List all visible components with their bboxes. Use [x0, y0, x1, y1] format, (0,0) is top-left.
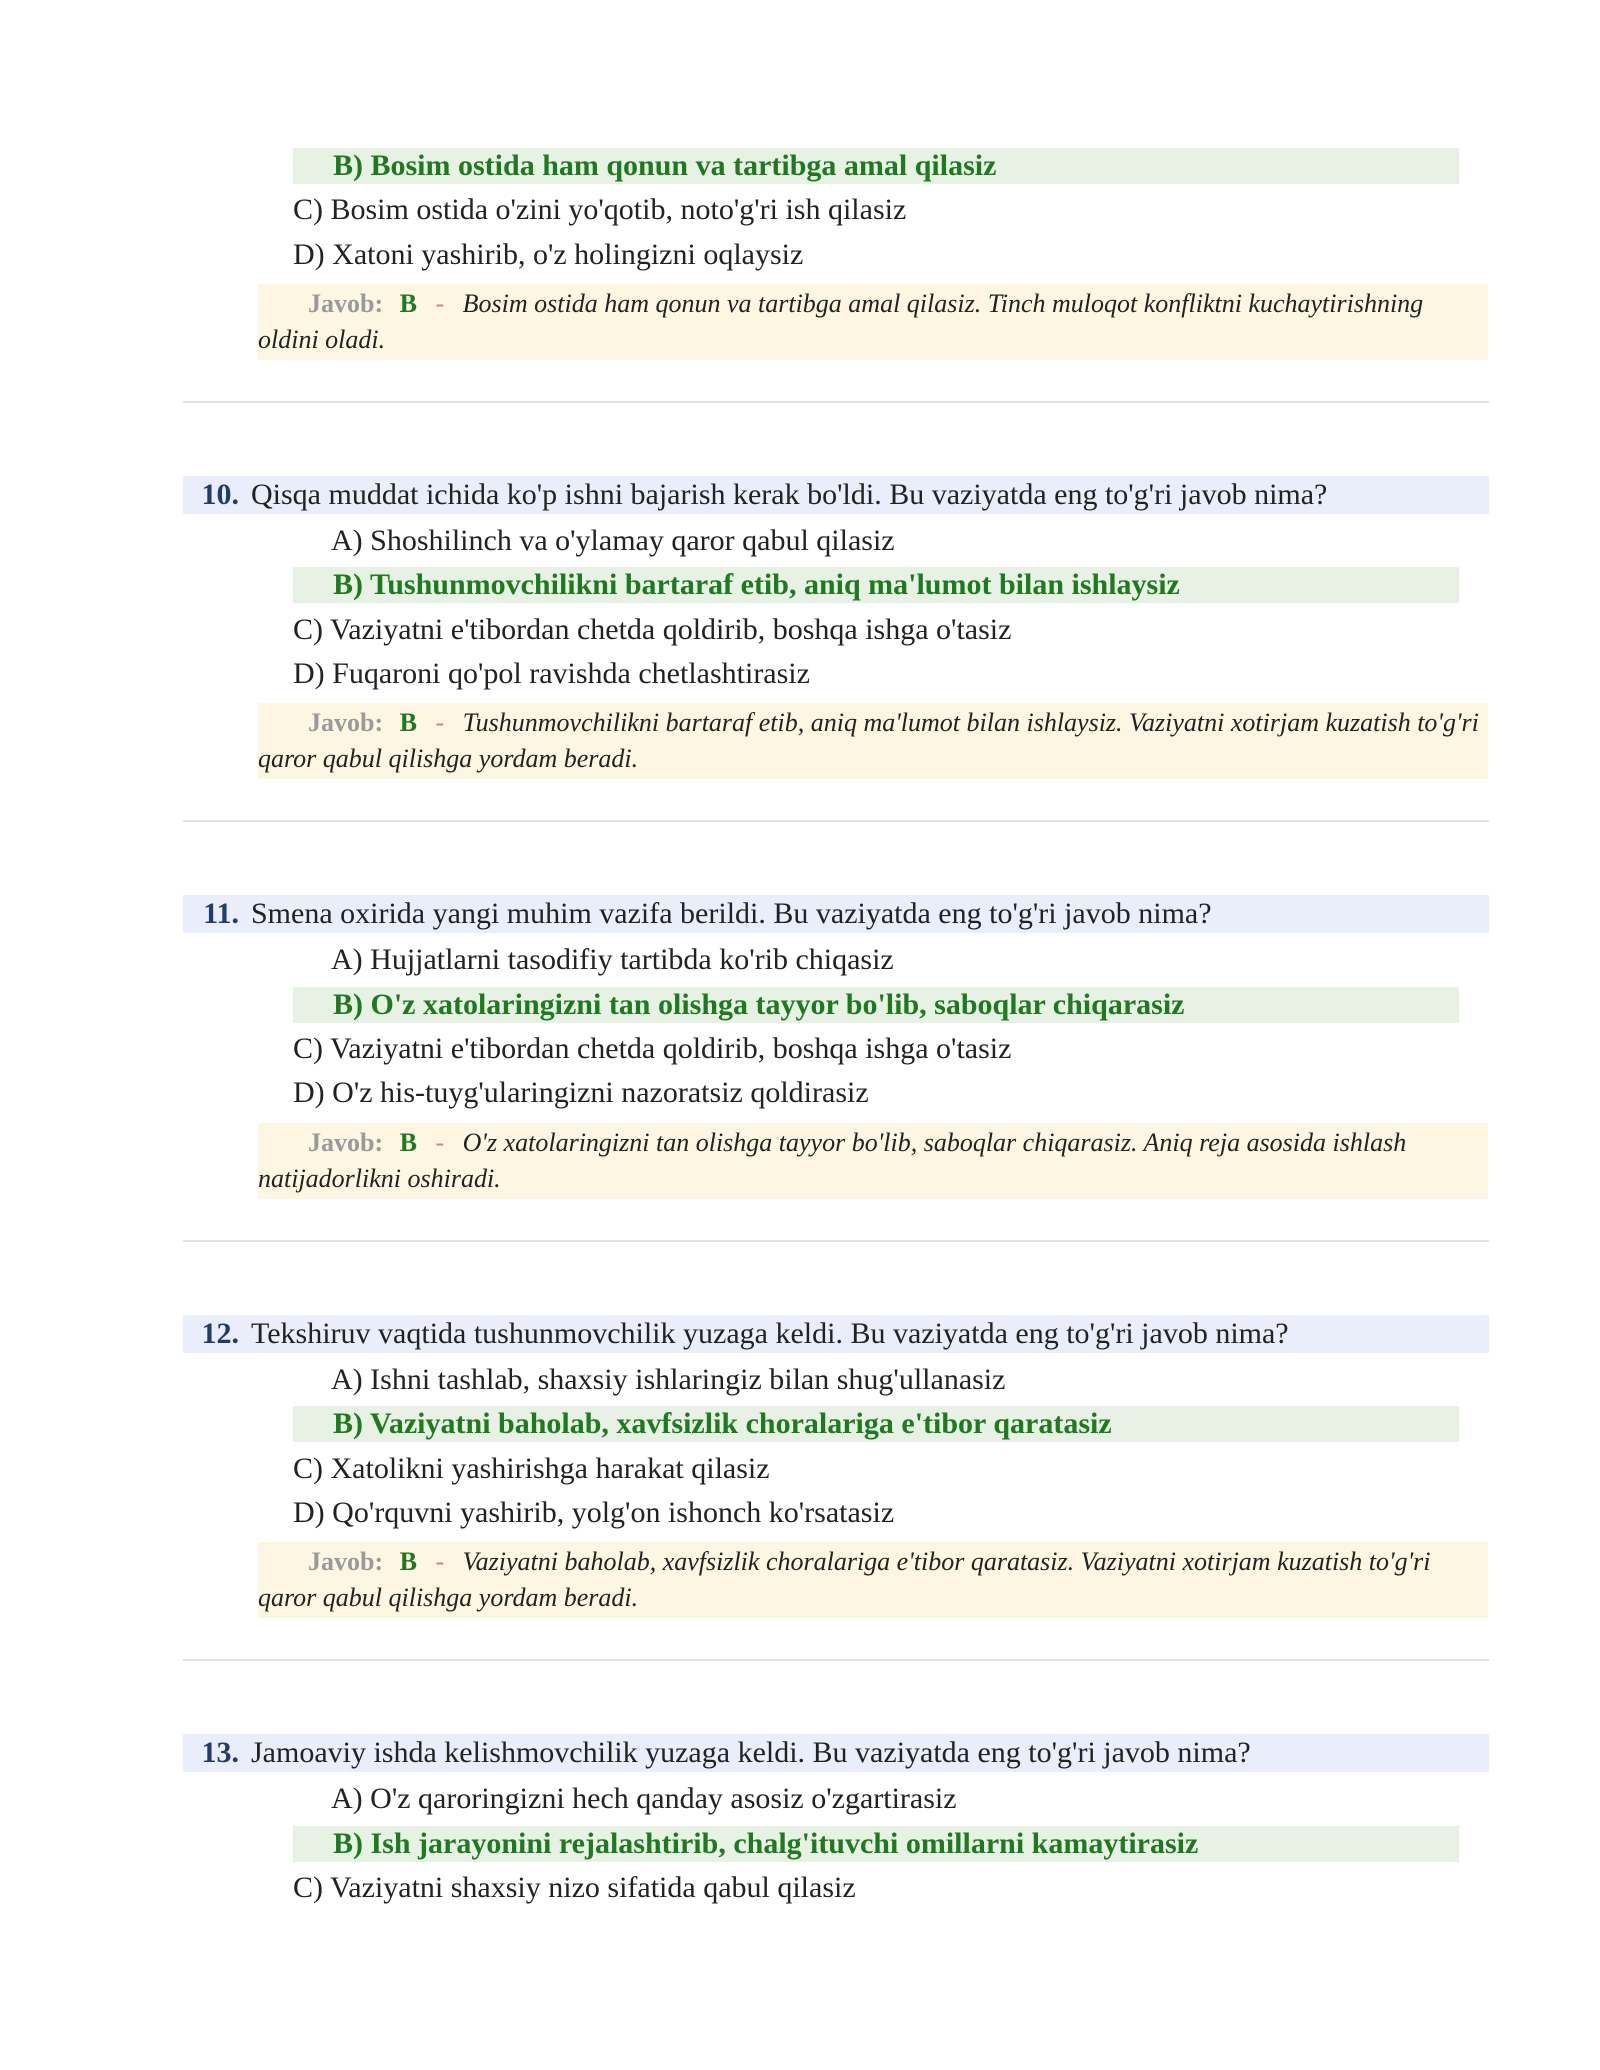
q10-option-a: A) Shoshilinch va o'ylamay qaror qabul qilasiz	[331, 524, 895, 557]
q10-answer-box	[258, 703, 1488, 779]
answer-dash: -	[435, 289, 445, 318]
answer-letter: B	[399, 289, 417, 318]
q13-option-c: C) Vaziyatni shaxsiy nizo sifatida qabul qilasiz	[293, 1871, 856, 1904]
answer-explanation: Vaziyatni baholab, xavfsizlik choralariga e'tibor qaratasiz. Vaziyatni xotirjam kuzatish to'g'ri qaror qabul qilishga yordam beradi.	[258, 1547, 1431, 1612]
question-12	[183, 1315, 1489, 1353]
q11-option-d: D) O'z his-tuyg'ularingizni nazoratsiz qoldirasiz	[293, 1076, 869, 1109]
question-text: Smena oxirida yangi muhim vazifa berildi. Bu vaziyatda eng to'g'ri javob nima?	[251, 897, 1212, 930]
answer-explanation: Bosim ostida ham qonun va tartibga amal qilasiz. Tinch muloqot konfliktni kuchaytirishning oldini oladi.	[258, 289, 1424, 354]
divider	[183, 1659, 1489, 1661]
q11-answer-box	[258, 1123, 1488, 1199]
q12-option-c: C) Xatolikni yashirishga harakat qilasiz	[293, 1452, 770, 1485]
answer-dash: -	[435, 708, 445, 737]
q10-option-c: C) Vaziyatni e'tibordan chetda qoldirib, boshqa ishga o'tasiz	[293, 613, 1012, 646]
q10-option-b-correct: B) Tushunmovchilikni bartaraf etib, aniq ma'lumot bilan ishlaysiz	[293, 567, 1459, 603]
answer-explanation: O'z xatolaringizni tan olishga tayyor bo'lib, saboqlar chiqarasiz. Aniq reja asosida ishlash natijadorlikni oshiradi.	[258, 1128, 1407, 1193]
answer-dash: -	[435, 1128, 445, 1157]
question-number: 10.	[201, 478, 239, 511]
intro-answer-box	[258, 284, 1488, 360]
q11-option-b-correct: B) O'z xatolaringizni tan olishga tayyor bo'lib, saboqlar chiqarasiz	[293, 987, 1459, 1023]
answer-label: Javob:	[308, 1128, 384, 1157]
question-text: Jamoaviy ishda kelishmovchilik yuzaga keldi. Bu vaziyatda eng to'g'ri javob nima?	[251, 1736, 1251, 1769]
q12-option-a: A) Ishni tashlab, shaxsiy ishlaringiz bilan shug'ullanasiz	[331, 1363, 1006, 1396]
answer-dash: -	[435, 1547, 445, 1576]
question-10	[183, 476, 1489, 514]
q10-option-d: D) Fuqaroni qo'pol ravishda chetlashtirasiz	[293, 657, 810, 690]
q11-option-c: C) Vaziyatni e'tibordan chetda qoldirib, boshqa ishga o'tasiz	[293, 1032, 1012, 1065]
question-text: Tekshiruv vaqtida tushunmovchilik yuzaga keldi. Bu vaziyatda eng to'g'ri javob nima?	[251, 1317, 1289, 1350]
answer-letter: B	[399, 1547, 417, 1576]
q13-option-a: A) O'z qaroringizni hech qanday asosiz o'zgartirasiz	[331, 1782, 957, 1815]
question-13	[183, 1734, 1489, 1772]
answer-label: Javob:	[308, 289, 384, 318]
q12-option-d: D) Qo'rquvni yashirib, yolg'on ishonch ko'rsatasiz	[293, 1496, 895, 1529]
answer-letter: B	[399, 708, 417, 737]
intro-option-b-correct: B) Bosim ostida ham qonun va tartibga amal qilasiz	[293, 148, 1459, 184]
question-number: 12.	[201, 1317, 239, 1350]
answer-label: Javob:	[308, 1547, 384, 1576]
question-text: Qisqa muddat ichida ko'p ishni bajarish kerak bo'ldi. Bu vaziyatda eng to'g'ri javob nima?	[251, 478, 1328, 511]
question-number: 11.	[203, 897, 239, 930]
q13-option-b-correct: B) Ish jarayonini rejalashtirib, chalg'ituvchi omillarni kamaytirasiz	[293, 1826, 1459, 1862]
answer-label: Javob:	[308, 708, 384, 737]
divider	[183, 1240, 1489, 1242]
answer-explanation: Tushunmovchilikni bartaraf etib, aniq ma'lumot bilan ishlaysiz. Vaziyatni xotirjam kuzatish to'g'ri qaror qabul qilishga yordam beradi.	[258, 708, 1479, 773]
q11-option-a: A) Hujjatlarni tasodifiy tartibda ko'rib chiqasiz	[331, 943, 894, 976]
question-11	[183, 895, 1489, 933]
divider	[183, 820, 1489, 822]
divider	[183, 401, 1489, 403]
answer-letter: B	[399, 1128, 417, 1157]
intro-option-c: C) Bosim ostida o'zini yo'qotib, noto'g'ri ish qilasiz	[293, 193, 907, 226]
question-number: 13.	[201, 1736, 239, 1769]
q12-answer-box	[258, 1542, 1488, 1618]
q12-option-b-correct: B) Vaziyatni baholab, xavfsizlik choralariga e'tibor qaratasiz	[293, 1406, 1459, 1442]
intro-option-d: D) Xatoni yashirib, o'z holingizni oqlaysiz	[293, 238, 804, 271]
